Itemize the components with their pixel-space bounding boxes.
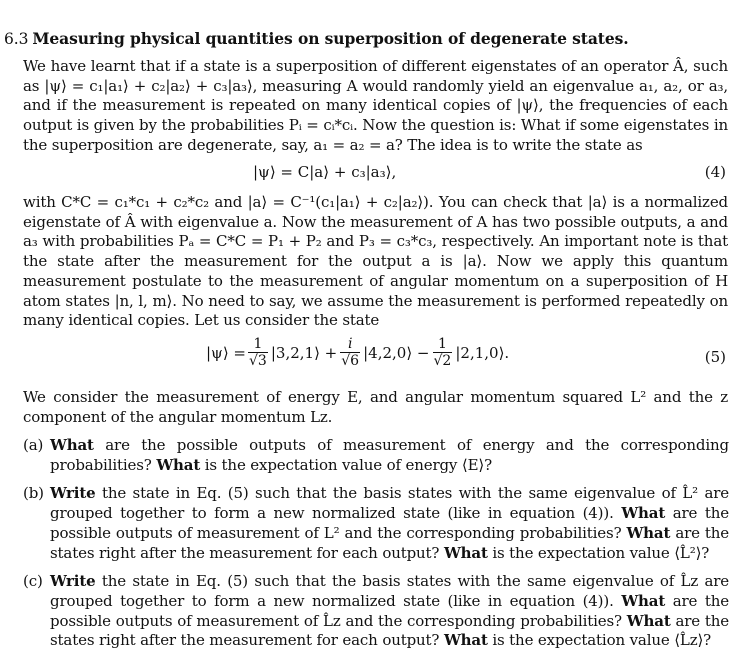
question-text-segment: What: [443, 543, 488, 562]
fraction-2: [340, 336, 360, 369]
question-text-segment: What: [626, 611, 671, 630]
ket-3: |2,1,0⟩.: [455, 343, 510, 362]
question-text-segment: are the possible outputs of measurement of energy and the corresponding probabilities?: [50, 436, 729, 474]
question-item: [23, 484, 729, 563]
question-text-segment: What: [626, 523, 671, 542]
question-text: [50, 436, 729, 474]
equation-5: [206, 336, 510, 369]
middle-paragraph: with C*C = c₁*c₁ + c₂*c₂ and |a⟩ = C⁻¹(c₁|a₁⟩ + c₂|a₂⟩). You can check that |a⟩ is a normalized eigenstate of Â with eigenvalue a. Now the measurement of A has two possible outputs, a and a₃ with probabilities Pₐ = C*C = P₁ + P₂ and P₃ = c₃*c₃, respectively. An important note is that the state after the measurement for the output a is |a⟩. Now we apply this quantum measurement postulate to the measurement of angular momentum on a superposition of H atom states |n, l, m⟩. No need to say, we assume the measurement is performed repeatedly on many identical copies. Let us consider the state: [23, 193, 728, 330]
question-text: [50, 484, 729, 561]
section-title: Measuring physical quantities on superposition of degenerate states.: [32, 29, 629, 48]
fraction-2-numerator: i: [347, 336, 353, 352]
fraction-2-denominator: √6: [341, 353, 360, 369]
question-text-segment: are the states right after the measurement for each output?: [50, 523, 729, 562]
question-label: (c): [23, 572, 43, 591]
question-text-segment: What: [443, 631, 488, 650]
question-label: (a): [23, 436, 44, 454]
question-text-segment: are the possible outputs of measurement of L̂z and the corresponding probabilities?: [50, 591, 729, 630]
question-text-segment: Write: [50, 572, 96, 591]
question-text-segment: is the expectation value ⟨L̂²⟩?: [487, 543, 710, 562]
fraction-3: [433, 336, 453, 369]
question-text-segment: is the expectation value ⟨L̂z⟩?: [487, 631, 712, 650]
section-heading: [4, 29, 629, 48]
question-text-segment: What: [621, 591, 666, 610]
question-list: [23, 436, 729, 660]
section-number: 6.3: [4, 30, 29, 48]
question-text: [50, 572, 729, 649]
equation-5-lhs: |ψ⟩ =: [206, 343, 247, 362]
intro-paragraph: We have learnt that if a state is a superposition of different eigenstates of an operator Â, such as |ψ⟩ = c₁|a₁⟩ + c₂|a₂⟩ + c₃|a₃⟩, measuring A would randomly yield an eigenvalue a₁, a₂, or a₃, and if the measurement is repeated on many identical copies of |ψ⟩, the frequencies of each output is given by the probabilities Pᵢ = cᵢ*cᵢ. Now the question is: What if some eigenstates in the superposition are degenerate, say, a₁ = a₂ = a? The idea is to write the state as: [23, 57, 728, 154]
fraction-3-denominator: √2: [433, 353, 452, 369]
question-text-segment: What: [621, 504, 666, 523]
fraction-3-numerator: 1: [437, 336, 447, 352]
question-text-segment: the state in Eq. (5) such that the basis states with the same eigenvalue of L̂² are grouped together to form a new normalized state (like in equation (4)).: [50, 484, 729, 523]
equation-4-number: (4): [704, 163, 726, 181]
question-text-segment: Write: [50, 484, 96, 503]
consider-paragraph: We consider the measurement of energy E, and angular momentum squared L² and the z component of the angular momentum Lz.: [23, 388, 728, 426]
fraction-1: [248, 336, 268, 369]
question-text-segment: are the states right after the measurement for each output?: [50, 611, 729, 650]
question-label: (b): [23, 484, 44, 503]
ket-2: |4,2,0⟩ −: [363, 343, 430, 362]
question-text-segment: What: [156, 455, 201, 474]
question-item: [23, 572, 729, 651]
question-item: [23, 436, 729, 475]
equation-4: |ψ⟩ = C|a⟩ + c₃|a₃⟩,: [253, 163, 397, 181]
fraction-1-numerator: 1: [253, 336, 263, 352]
question-text-segment: are the possible outputs of measurement of L² and the corresponding probabilities?: [50, 504, 729, 542]
question-text-segment: What: [50, 436, 94, 454]
question-text-segment: is the expectation value of energy ⟨E⟩?: [200, 455, 492, 474]
ket-1: |3,2,1⟩ +: [270, 343, 338, 362]
question-text-segment: the state in Eq. (5) such that the basis states with the same eigenvalue of L̂z are grouped together to form a new normalized state (like in equation (4)).: [50, 572, 729, 610]
fraction-1-denominator: √3: [249, 353, 267, 369]
equation-5-number: (5): [704, 348, 726, 366]
